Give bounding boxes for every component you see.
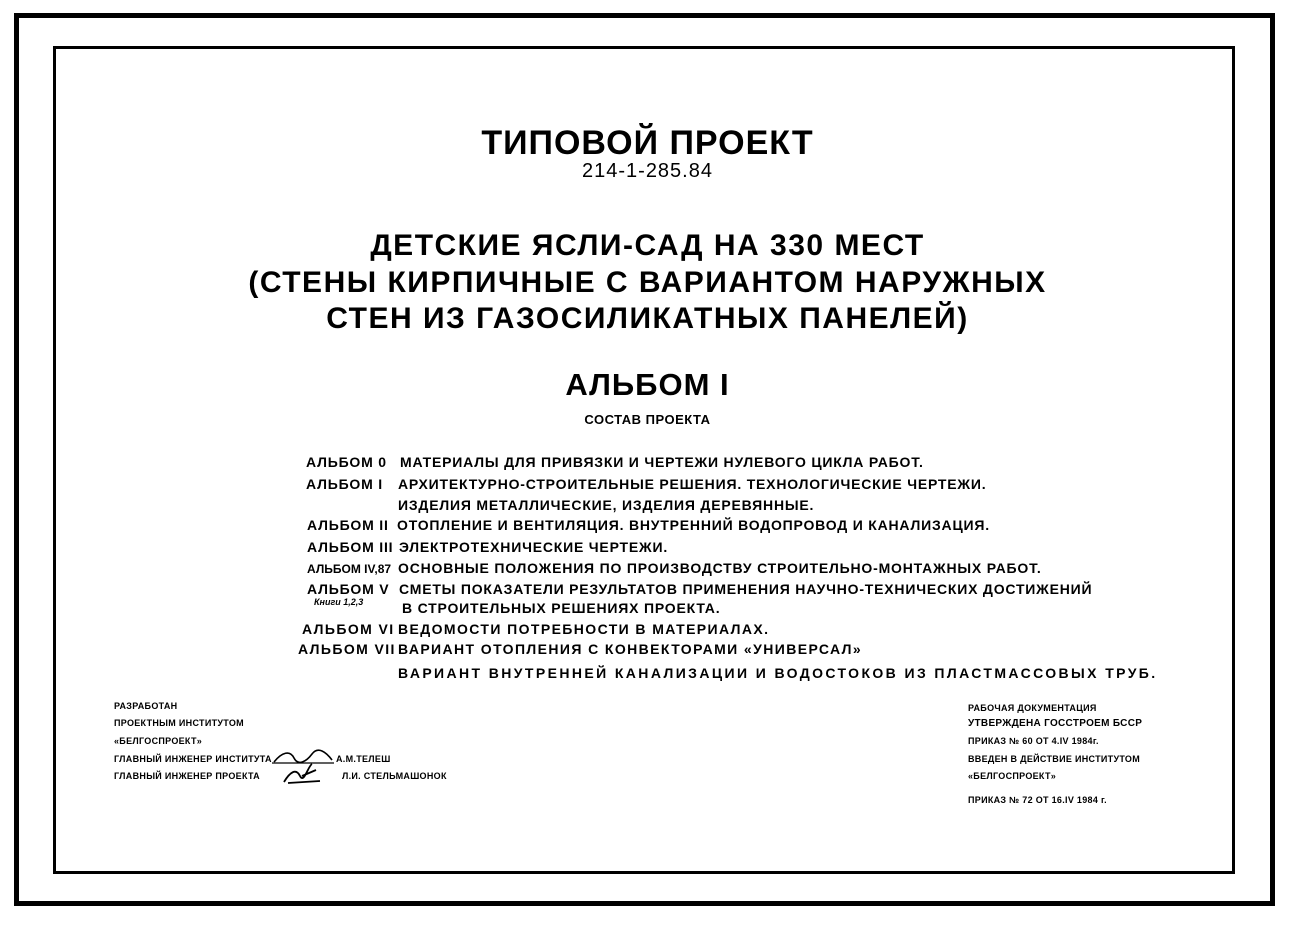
album-description: ЭЛЕКТРОТЕХНИЧЕСКИЕ ЧЕРТЕЖИ. bbox=[399, 539, 669, 555]
chief-engineer-institute-name: А.М.ТЕЛЕШ bbox=[336, 754, 391, 764]
composition-title: СОСТАВ ПРОЕКТА bbox=[584, 412, 711, 427]
album-description: АРХИТЕКТУРНО-СТРОИТЕЛЬНЫЕ РЕШЕНИЯ. ТЕХНОЛОГИЧЕСКИЕ ЧЕРТЕЖИ. bbox=[398, 476, 987, 492]
album-label: АЛЬБОМ I bbox=[306, 476, 383, 492]
approval-line-1: РАБОЧАЯ ДОКУМЕНТАЦИЯ bbox=[968, 703, 1097, 713]
album-row-2 bbox=[398, 498, 814, 512]
chief-engineer-institute-label: ГЛАВНЫЙ ИНЖЕНЕР ИНСТИТУТА bbox=[114, 754, 272, 764]
project-name-line-3: СТЕН ИЗ ГАЗОСИЛИКАТНЫХ ПАНЕЛЕЙ) bbox=[326, 302, 969, 335]
developer-line-3: «БЕЛГОСПРОЕКТ» bbox=[114, 736, 203, 746]
album-label: АЛЬБОМ II bbox=[307, 517, 389, 533]
album-row-6 bbox=[307, 582, 1092, 596]
books-note: Книги 1,2,3 bbox=[314, 597, 364, 607]
developer-line-1: РАЗРАБОТАН bbox=[114, 701, 178, 711]
album-row-0 bbox=[306, 455, 924, 469]
album-row-1 bbox=[306, 477, 986, 491]
project-name-line-1: ДЕТСКИЕ ЯСЛИ-САД НА 330 МЕСТ bbox=[370, 229, 925, 262]
chief-engineer-project-name: Л.И. СТЕЛЬМАШОНОК bbox=[342, 771, 447, 781]
album-row-8 bbox=[302, 622, 769, 636]
project-code: 214-1-285.84 bbox=[582, 160, 713, 182]
album-label: АЛЬБОМ VII bbox=[298, 641, 396, 657]
album-row-4 bbox=[307, 540, 668, 554]
album-title: АЛЬБОМ I bbox=[565, 367, 730, 402]
album-description: ВАРИАНТ ОТОПЛЕНИЯ С КОНВЕКТОРАМИ «УНИВЕРСАЛ» bbox=[398, 641, 863, 657]
approval-line-2: УТВЕРЖДЕНА ГОССТРОЕМ БССР bbox=[968, 718, 1143, 729]
album-row-5 bbox=[307, 561, 1042, 575]
album-row-9 bbox=[298, 642, 862, 656]
album-row-3 bbox=[307, 518, 990, 532]
chief-engineer-project-label: ГЛАВНЫЙ ИНЖЕНЕР ПРОЕКТА bbox=[114, 771, 260, 781]
album-label: АЛЬБОМ IV,87 bbox=[307, 562, 392, 576]
album-row-7 bbox=[402, 601, 720, 615]
document-title: ТИПОВОЙ ПРОЕКТ bbox=[481, 124, 814, 162]
album-description: В СТРОИТЕЛЬНЫХ РЕШЕНИЯХ ПРОЕКТА. bbox=[402, 600, 721, 616]
approval-line-6: ПРИКАЗ № 72 ОТ 16.IV 1984 г. bbox=[968, 795, 1107, 805]
approval-line-4: ВВЕДЕН В ДЕЙСТВИЕ ИНСТИТУТОМ bbox=[968, 754, 1141, 764]
project-name-line-2: (СТЕНЫ КИРПИЧНЫЕ С ВАРИАНТОМ НАРУЖНЫХ bbox=[248, 266, 1047, 299]
album-label: АЛЬБОМ III bbox=[307, 539, 394, 555]
album-description: ОТОПЛЕНИЕ И ВЕНТИЛЯЦИЯ. ВНУТРЕННИЙ ВОДОПРОВОД И КАНАЛИЗАЦИЯ. bbox=[397, 517, 990, 533]
developer-line-2: ПРОЕКТНЫМ ИНСТИТУТОМ bbox=[114, 718, 244, 728]
album-label: АЛЬБОМ 0 bbox=[306, 454, 387, 470]
final-variant-line: ВАРИАНТ ВНУТРЕННЕЙ КАНАЛИЗАЦИИ И ВОДОСТОКОВ ИЗ ПЛАСТМАССОВЫХ ТРУБ. bbox=[398, 665, 1158, 681]
album-description: МАТЕРИАЛЫ ДЛЯ ПРИВЯЗКИ И ЧЕРТЕЖИ НУЛЕВОГО ЦИКЛА РАБОТ. bbox=[400, 454, 924, 470]
album-description: ОСНОВНЫЕ ПОЛОЖЕНИЯ ПО ПРОИЗВОДСТВУ СТРОИТЕЛЬНО-МОНТАЖНЫХ РАБОТ. bbox=[398, 560, 1042, 576]
album-description: ВЕДОМОСТИ ПОТРЕБНОСТИ В МАТЕРИАЛАХ. bbox=[398, 621, 770, 637]
album-description: СМЕТЫ ПОКАЗАТЕЛИ РЕЗУЛЬТАТОВ ПРИМЕНЕНИЯ НАУЧНО-ТЕХНИЧЕСКИХ ДОСТИЖЕНИЙ bbox=[399, 581, 1093, 597]
album-label: АЛЬБОМ V bbox=[307, 581, 390, 597]
approval-line-5: «БЕЛГОСПРОЕКТ» bbox=[968, 771, 1057, 781]
approval-line-3: ПРИКАЗ № 60 ОТ 4.IV 1984г. bbox=[968, 736, 1099, 746]
album-label: АЛЬБОМ VI bbox=[302, 621, 395, 637]
album-description: ИЗДЕЛИЯ МЕТАЛЛИЧЕСКИЕ, ИЗДЕЛИЯ ДЕРЕВЯННЫЕ. bbox=[398, 497, 815, 513]
signature-stelmashonok bbox=[282, 762, 322, 786]
